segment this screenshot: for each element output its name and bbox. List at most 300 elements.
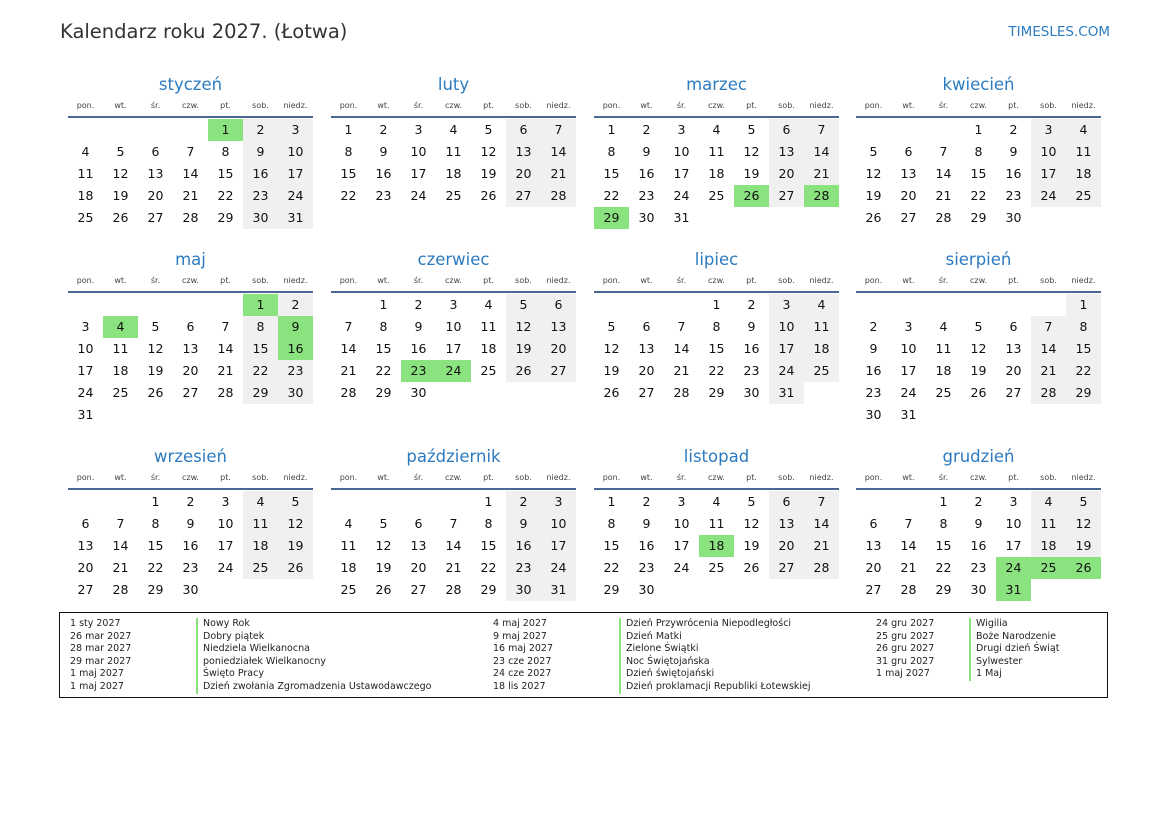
month-name: listopad	[683, 447, 750, 466]
day-cell: 8	[607, 144, 616, 159]
holiday-column	[70, 618, 431, 694]
day-cell: 21	[112, 560, 129, 575]
weekday-label: niedz.	[283, 101, 308, 110]
empty-cell	[401, 491, 436, 513]
day-cell: 28	[541, 185, 576, 207]
day-cell: 22	[243, 360, 278, 382]
holiday-entry	[493, 618, 811, 631]
day-cell: 2	[379, 122, 388, 137]
day-cell: 8	[712, 319, 721, 334]
day-cell: 24	[673, 188, 690, 203]
day-cell: 8	[243, 316, 278, 338]
day-cell: 11	[708, 516, 725, 531]
day-cell: 2	[869, 319, 878, 334]
weekday-label: niedz.	[809, 101, 834, 110]
day-cell: 21	[445, 560, 462, 575]
weekday-label: niedz.	[546, 276, 571, 285]
day-cell: 12	[603, 341, 620, 356]
holiday-name: Dzień świętojański	[619, 668, 714, 681]
day-cell: 11	[935, 341, 952, 356]
day-cell: 30	[182, 582, 199, 597]
day-cell: 29	[1066, 382, 1101, 404]
day-grid	[594, 490, 839, 601]
day-cell: 14	[541, 141, 576, 163]
day-cell: 27	[506, 185, 541, 207]
day-cell: 13	[865, 538, 882, 553]
day-cell: 26	[480, 188, 497, 203]
weekday-label: śr.	[938, 101, 949, 110]
day-cell: 4	[484, 297, 493, 312]
weekday-label: sob.	[1040, 101, 1057, 110]
weekday-label: wt.	[114, 473, 127, 482]
day-cell: 22	[708, 363, 725, 378]
day-cell: 21	[804, 163, 839, 185]
month-name: kwiecień	[942, 75, 1015, 94]
day-cell: 12	[480, 144, 497, 159]
day-cell: 27	[77, 582, 94, 597]
day-cell: 20	[769, 163, 804, 185]
weekday-label: niedz.	[1071, 101, 1096, 110]
day-cell: 13	[638, 341, 655, 356]
weekday-label: pon.	[602, 473, 621, 482]
day-cell: 14	[804, 141, 839, 163]
weekday-label: wt.	[640, 473, 653, 482]
day-cell: 7	[677, 319, 686, 334]
day-cell: 20	[147, 188, 164, 203]
day-cell: 19	[375, 560, 392, 575]
weekday-label: czw.	[445, 473, 462, 482]
day-cell: 30	[865, 407, 882, 422]
day-cell: 3	[221, 494, 230, 509]
weekday-label: wt.	[640, 276, 653, 285]
weekday-label: śr.	[150, 473, 161, 482]
day-cell: 19	[743, 538, 760, 553]
day-cell: 4	[1066, 119, 1101, 141]
day-cell: 26	[970, 385, 987, 400]
day-cell: 17	[77, 363, 94, 378]
day-cell: 8	[221, 144, 230, 159]
holiday-entry	[876, 618, 1059, 631]
day-cell: 7	[939, 144, 948, 159]
weekday-label: pt.	[1008, 276, 1019, 285]
holiday-date: 9 maj 2027	[493, 630, 547, 642]
day-cell: 20	[182, 363, 199, 378]
day-cell: 17	[769, 338, 804, 360]
day-cell: 10	[1005, 516, 1022, 531]
empty-cell	[856, 294, 891, 316]
day-cell: 26	[506, 360, 541, 382]
month-name: grudzień	[942, 447, 1015, 466]
holiday-day-cell: 29	[594, 207, 629, 229]
month-10	[331, 445, 576, 601]
day-cell: 20	[410, 560, 427, 575]
weekday-label: pon.	[602, 101, 621, 110]
holiday-date: 16 maj 2027	[493, 643, 554, 655]
holiday-name: Dobry piątek	[196, 631, 264, 644]
day-cell: 5	[747, 122, 756, 137]
empty-cell	[173, 294, 208, 316]
weekday-label: sob.	[252, 101, 269, 110]
day-cell: 23	[970, 560, 987, 575]
day-cell: 10	[541, 513, 576, 535]
day-cell: 22	[1066, 360, 1101, 382]
day-cell: 10	[77, 341, 94, 356]
day-cell: 17	[410, 166, 427, 181]
day-cell: 3	[1009, 494, 1018, 509]
day-cell: 19	[743, 166, 760, 181]
weekday-label: niedz.	[546, 101, 571, 110]
day-cell: 21	[673, 363, 690, 378]
page-title: Kalendarz roku 2027. (Łotwa)	[60, 20, 348, 43]
empty-cell	[103, 294, 138, 316]
site-link[interactable]: TIMESLES.COM	[1008, 24, 1110, 40]
month-name: lipiec	[694, 250, 739, 269]
holiday-entry	[70, 618, 431, 631]
weekday-label: pt.	[746, 276, 757, 285]
day-cell: 25	[1066, 185, 1101, 207]
holiday-date: 26 mar 2027	[70, 630, 132, 642]
weekday-label: pon.	[339, 473, 358, 482]
empty-cell	[208, 294, 243, 316]
holiday-name: Dzień Matki	[619, 631, 682, 644]
day-cell: 23	[638, 560, 655, 575]
holiday-date: 29 mar 2027	[70, 655, 132, 667]
day-cell: 12	[1066, 513, 1101, 535]
day-cell: 20	[1005, 363, 1022, 378]
day-cell: 12	[375, 538, 392, 553]
day-cell: 24	[1031, 185, 1066, 207]
day-cell: 18	[708, 166, 725, 181]
day-cell: 16	[638, 538, 655, 553]
day-cell: 5	[869, 144, 878, 159]
day-grid	[856, 118, 1101, 229]
day-cell: 22	[375, 363, 392, 378]
holiday-entry	[493, 656, 811, 669]
day-cell: 29	[970, 210, 987, 225]
month-name: marzec	[686, 75, 747, 94]
day-cell: 6	[904, 144, 913, 159]
weekday-label: śr.	[938, 473, 949, 482]
day-cell: 19	[480, 166, 497, 181]
weekday-label: sob.	[778, 101, 795, 110]
holiday-entry	[493, 668, 811, 681]
day-cell: 3	[541, 491, 576, 513]
day-cell: 17	[673, 166, 690, 181]
day-cell: 30	[506, 579, 541, 601]
day-cell: 21	[935, 188, 952, 203]
weekday-header	[594, 272, 839, 293]
day-cell: 9	[243, 141, 278, 163]
day-grid	[594, 118, 839, 229]
day-cell: 31	[77, 407, 94, 422]
weekday-label: czw.	[708, 276, 725, 285]
day-cell: 20	[900, 188, 917, 203]
day-cell: 18	[1031, 535, 1066, 557]
day-cell: 3	[1031, 119, 1066, 141]
day-cell: 4	[449, 122, 458, 137]
day-cell: 23	[865, 385, 882, 400]
day-cell: 17	[445, 341, 462, 356]
day-cell: 8	[484, 516, 493, 531]
weekday-label: pt.	[483, 276, 494, 285]
day-cell: 8	[974, 144, 983, 159]
day-cell: 16	[743, 341, 760, 356]
day-cell: 24	[673, 560, 690, 575]
holiday-name: Niedziela Wielkanocna	[196, 643, 310, 656]
month-12	[856, 445, 1101, 601]
day-cell: 25	[708, 560, 725, 575]
day-cell: 18	[480, 341, 497, 356]
day-cell: 29	[603, 582, 620, 597]
weekday-label: pon.	[76, 473, 95, 482]
holiday-day-cell: 4	[103, 316, 138, 338]
day-cell: 6	[151, 144, 160, 159]
weekday-label: śr.	[150, 101, 161, 110]
day-cell: 16	[865, 363, 882, 378]
month-name: styczeń	[158, 75, 223, 94]
day-grid	[68, 490, 313, 601]
weekday-label: niedz.	[283, 276, 308, 285]
day-cell: 14	[900, 538, 917, 553]
weekday-header	[331, 469, 576, 490]
month-5	[68, 248, 313, 426]
day-cell: 10	[769, 316, 804, 338]
day-cell: 19	[112, 188, 129, 203]
day-cell: 6	[642, 319, 651, 334]
empty-cell	[629, 294, 664, 316]
day-cell: 5	[151, 319, 160, 334]
day-cell: 2	[642, 494, 651, 509]
day-cell: 14	[673, 341, 690, 356]
holiday-date: 25 gru 2027	[876, 630, 935, 642]
day-cell: 6	[1009, 319, 1018, 334]
day-cell: 22	[603, 188, 620, 203]
holiday-name: Nowy Rok	[196, 618, 250, 631]
weekday-label: czw.	[182, 473, 199, 482]
day-cell: 30	[638, 210, 655, 225]
day-cell: 21	[217, 363, 234, 378]
day-cell: 28	[935, 210, 952, 225]
holiday-name: Święto Pracy	[196, 668, 264, 681]
day-cell: 29	[480, 582, 497, 597]
day-cell: 19	[970, 363, 987, 378]
empty-cell	[366, 491, 401, 513]
day-cell: 9	[186, 516, 195, 531]
day-cell: 3	[278, 119, 313, 141]
holiday-date: 28 mar 2027	[70, 643, 132, 655]
day-cell: 14	[804, 513, 839, 535]
weekday-label: niedz.	[546, 473, 571, 482]
holiday-date: 18 lis 2027	[493, 680, 546, 692]
day-cell: 16	[243, 163, 278, 185]
holiday-day-cell: 26	[734, 185, 769, 207]
day-cell: 11	[1066, 141, 1101, 163]
day-cell: 7	[221, 319, 230, 334]
day-cell: 1	[484, 494, 493, 509]
day-cell: 11	[708, 144, 725, 159]
day-grid	[331, 118, 576, 207]
day-cell: 9	[642, 144, 651, 159]
empty-cell	[68, 491, 103, 513]
empty-cell	[594, 294, 629, 316]
day-cell: 11	[445, 144, 462, 159]
day-cell: 10	[1031, 141, 1066, 163]
day-cell: 18	[77, 188, 94, 203]
day-cell: 31	[900, 407, 917, 422]
day-cell: 8	[379, 319, 388, 334]
day-cell: 1	[939, 494, 948, 509]
weekday-header	[594, 469, 839, 490]
day-cell: 8	[607, 516, 616, 531]
day-cell: 28	[673, 385, 690, 400]
day-cell: 22	[340, 188, 357, 203]
day-cell: 27	[769, 185, 804, 207]
day-cell: 3	[81, 319, 90, 334]
day-cell: 7	[449, 516, 458, 531]
day-cell: 27	[1005, 385, 1022, 400]
day-cell: 25	[77, 210, 94, 225]
day-cell: 23	[375, 188, 392, 203]
day-cell: 1	[151, 494, 160, 509]
day-cell: 3	[449, 297, 458, 312]
day-cell: 10	[278, 141, 313, 163]
day-cell: 21	[541, 163, 576, 185]
day-cell: 10	[673, 144, 690, 159]
day-cell: 18	[243, 535, 278, 557]
weekday-label: wt.	[377, 101, 390, 110]
holiday-day-cell: 26	[1066, 557, 1101, 579]
day-grid	[594, 293, 839, 404]
empty-cell	[103, 119, 138, 141]
weekday-label: czw.	[182, 101, 199, 110]
weekday-label: pon.	[864, 101, 883, 110]
day-cell: 15	[603, 166, 620, 181]
day-cell: 10	[673, 516, 690, 531]
day-cell: 15	[603, 538, 620, 553]
holiday-name: Dzień Przywrócenia Niepodległości	[619, 618, 791, 631]
holiday-day-cell: 18	[699, 535, 734, 557]
day-cell: 23	[278, 360, 313, 382]
day-cell: 9	[642, 516, 651, 531]
day-cell: 15	[340, 166, 357, 181]
day-cell: 27	[769, 557, 804, 579]
day-cell: 22	[217, 188, 234, 203]
empty-cell	[891, 491, 926, 513]
empty-cell	[856, 119, 891, 141]
day-cell: 22	[935, 560, 952, 575]
day-cell: 18	[935, 363, 952, 378]
day-cell: 1	[974, 122, 983, 137]
day-cell: 19	[278, 535, 313, 557]
holiday-name: Boże Narodzenie	[969, 631, 1056, 644]
day-cell: 4	[243, 491, 278, 513]
day-cell: 7	[1031, 316, 1066, 338]
day-cell: 16	[375, 166, 392, 181]
weekday-label: pt.	[483, 101, 494, 110]
day-cell: 12	[970, 341, 987, 356]
day-cell: 4	[1031, 491, 1066, 513]
weekday-label: sob.	[778, 473, 795, 482]
weekday-label: wt.	[114, 101, 127, 110]
empty-cell	[891, 294, 926, 316]
day-cell: 11	[340, 538, 357, 553]
weekday-label: pon.	[864, 276, 883, 285]
weekday-label: wt.	[902, 473, 915, 482]
day-cell: 25	[935, 385, 952, 400]
day-cell: 30	[243, 207, 278, 229]
month-name: sierpień	[945, 250, 1012, 269]
holiday-day-cell: 24	[436, 360, 471, 382]
empty-cell	[856, 491, 891, 513]
day-cell: 5	[484, 122, 493, 137]
holiday-column	[493, 618, 811, 694]
holiday-date: 26 gru 2027	[876, 643, 935, 655]
day-cell: 5	[506, 294, 541, 316]
day-cell: 29	[375, 385, 392, 400]
empty-cell	[103, 491, 138, 513]
day-cell: 25	[340, 582, 357, 597]
day-cell: 14	[182, 166, 199, 181]
weekday-header	[856, 97, 1101, 118]
weekday-label: czw.	[970, 276, 987, 285]
day-cell: 26	[603, 385, 620, 400]
day-cell: 18	[340, 560, 357, 575]
weekday-label: wt.	[640, 101, 653, 110]
day-cell: 12	[147, 341, 164, 356]
day-cell: 2	[1009, 122, 1018, 137]
weekday-header	[594, 97, 839, 118]
day-cell: 22	[480, 560, 497, 575]
weekday-label: śr.	[676, 101, 687, 110]
day-cell: 30	[410, 385, 427, 400]
holiday-entry	[876, 656, 1059, 669]
weekday-label: śr.	[413, 276, 424, 285]
day-cell: 20	[77, 560, 94, 575]
day-cell: 27	[182, 385, 199, 400]
day-cell: 14	[935, 166, 952, 181]
holiday-date: 1 maj 2027	[876, 668, 930, 680]
day-cell: 14	[445, 538, 462, 553]
day-cell: 13	[182, 341, 199, 356]
day-cell: 4	[712, 494, 721, 509]
day-cell: 27	[541, 360, 576, 382]
weekday-header	[331, 97, 576, 118]
holiday-day-cell: 1	[243, 294, 278, 316]
day-cell: 21	[900, 560, 917, 575]
holiday-name: Noc Świętojańska	[619, 656, 710, 669]
empty-cell	[926, 294, 961, 316]
weekday-label: wt.	[377, 473, 390, 482]
day-cell: 2	[642, 122, 651, 137]
day-cell: 23	[506, 557, 541, 579]
day-grid	[856, 293, 1101, 426]
day-cell: 4	[81, 144, 90, 159]
weekday-label: pon.	[76, 101, 95, 110]
day-cell: 4	[939, 319, 948, 334]
weekday-label: pon.	[602, 276, 621, 285]
day-cell: 16	[1005, 166, 1022, 181]
day-cell: 13	[541, 316, 576, 338]
day-cell: 2	[974, 494, 983, 509]
day-cell: 19	[506, 338, 541, 360]
holiday-date: 24 cze 2027	[493, 668, 552, 680]
holiday-day-cell: 1	[208, 119, 243, 141]
month-1	[68, 73, 313, 229]
empty-cell	[436, 491, 471, 513]
day-cell: 15	[1066, 338, 1101, 360]
day-cell: 11	[480, 319, 497, 334]
day-cell: 24	[769, 360, 804, 382]
